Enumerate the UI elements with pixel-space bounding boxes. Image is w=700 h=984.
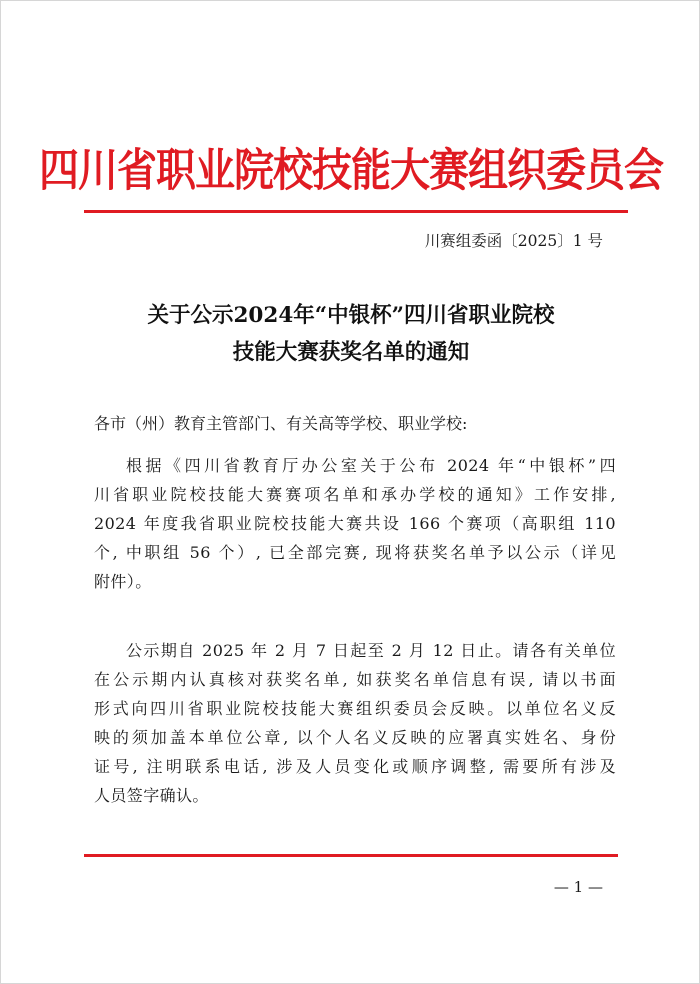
notice-title-line-2: 技能大赛获奖名单的通知 [232,340,470,365]
paragraph-2-line: 映的须加盖本单位公章, 以个人名义反映的应署真实姓名、身份 [94,728,616,747]
red-divider-top [84,210,628,213]
paragraph-2-line: 在公示期内认真核对获奖名单, 如获奖名单信息有误, 请以书面 [94,670,616,689]
paragraph-2 [94,636,616,810]
paragraph-1-line: 根据《四川省教育厅办公室关于公布 2024 年“中银杯”四 [126,456,616,475]
paragraph-2-line: 人员签字确认。 [94,786,209,805]
notice-title-line-1: 关于公示2024年“中银杯”四川省职业院校 [147,303,555,328]
notice-title [1,297,700,371]
red-divider-bottom [84,854,618,857]
paragraph-2-line: 证号, 注明联系电话, 涉及人员变化或顺序调整, 需要所有涉及 [94,757,616,776]
salutation: 各市（州）教育主管部门、有关高等学校、职业学校: [94,414,468,433]
paragraph-1-line: 川省职业院校技能大赛赛项名单和承办学校的通知》工作安排, [94,485,616,504]
paragraph-2-line: 公示期自 2025 年 2 月 7 日起至 2 月 12 日止。请各有关单位 [126,641,616,660]
paragraph-1 [94,451,616,596]
paragraph-1-line: 附件）。 [94,572,152,591]
paragraph-1-line: 2024 年度我省职业院校技能大赛共设 166 个赛项（高职组 110 [94,514,616,533]
paragraph-2-line: 形式向四川省职业院校技能大赛组织委员会反映。以单位名义反 [94,699,616,718]
organization-header: 四川省职业院校技能大赛组织委员会 [39,145,663,197]
paragraph-1-line: 个, 中职组 56 个）, 已全部完赛, 现将获奖名单予以公示（详见 [94,543,616,562]
page-number: — 1 — [553,878,603,896]
document-number: 川赛组委函〔2025〕1 号 [424,232,603,250]
